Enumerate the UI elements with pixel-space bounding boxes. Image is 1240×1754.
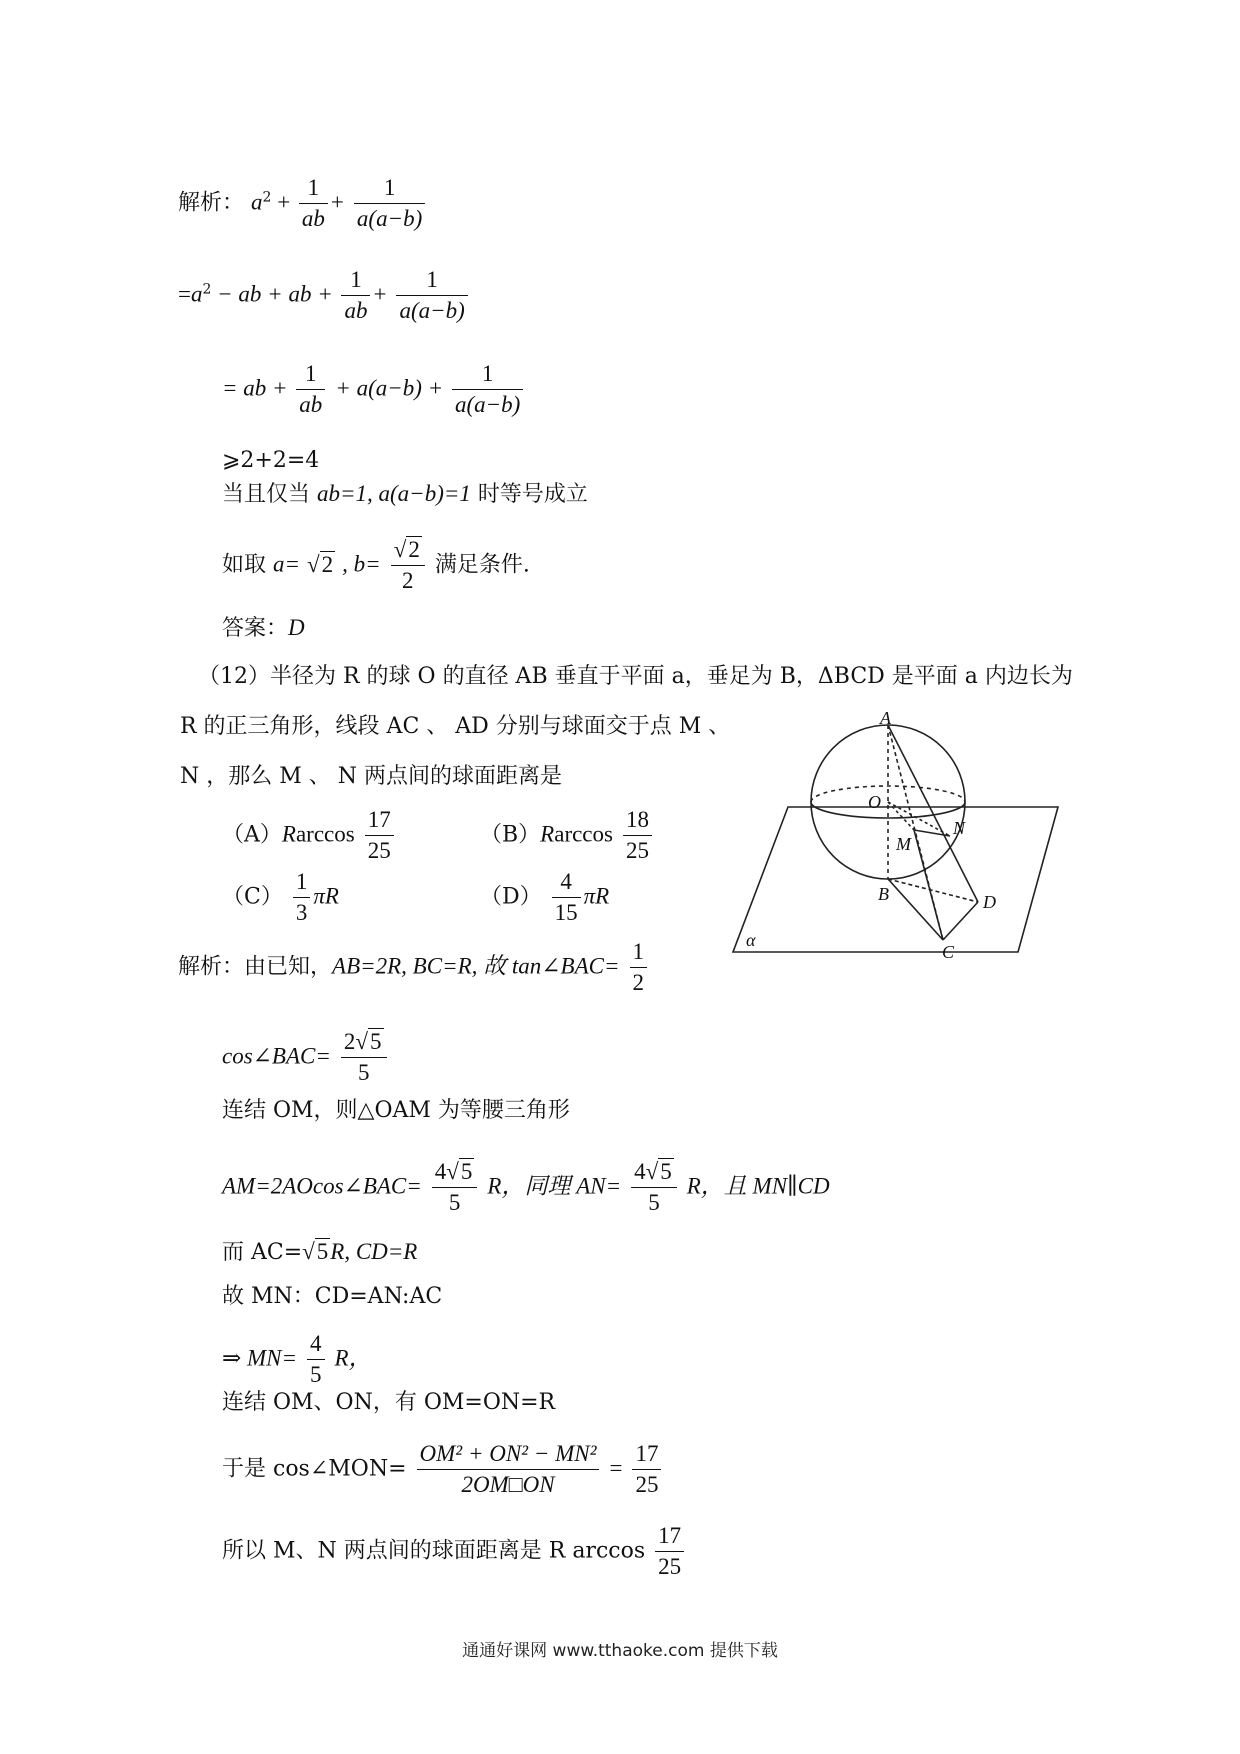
label-alpha: α xyxy=(746,930,756,950)
fraction-1-over-ab-2: $\frac{1}{ab}$ xyxy=(341,268,370,323)
label-B: B xyxy=(878,884,889,904)
fraction-1-over-a-a-minus-b: $\frac{1}{a(a-b)}$ xyxy=(354,176,425,231)
plane-alpha xyxy=(733,807,1058,952)
label-O: O xyxy=(868,792,881,812)
fraction-1-over-a-a-minus-b-3: $\frac{1}{a(a-b)}$ xyxy=(452,362,523,417)
solution-12-line-2: cos∠BAC= $\frac{2√5}{5}$ xyxy=(222,1030,390,1085)
solution-12-line-6: 故 MN：CD=AN:AC xyxy=(222,1284,443,1309)
solution-11-line-3: = ab + $\frac{1}{ab}$ + a(a−b) + $\frac{1}{a(a-b)}$ xyxy=(222,362,526,417)
fraction-1-over-ab: $\frac{1}{ab}$ xyxy=(299,176,328,231)
solution-12-line-3: 连结 OM，则△OAM 为等腰三角形 xyxy=(222,1098,570,1123)
fraction-root2-over-2: $\frac{√2}{2}$ xyxy=(391,538,425,593)
label-D: D xyxy=(983,892,996,912)
solution-12-line-4: AM=2AOcos∠BAC= $\frac{4√5}{5}$ R，同理 AN= $\frac{4√5}{5}$ R，且 MN∥CD xyxy=(222,1159,830,1216)
sphere-plane-figure xyxy=(728,712,1068,966)
example-line: 如取 a= √2 , b= $\frac{√2}{2}$ 满足条件. xyxy=(222,537,530,594)
option-d: （D） $\frac{4}{15}$ πR xyxy=(480,869,610,926)
solution-12-line-1: 解析：由已知，AB=2R, BC=R, 故 tan∠BAC= $\frac{1}{2}$ xyxy=(178,940,650,995)
option-b: （B）Rarccos $\frac{18}{25}$ xyxy=(480,808,655,863)
solution-12-line-9: 于是 cos∠MON= $\frac{\text{OM² + ON² − MN²}}{2OM□ON}$ = $\frac{17}{25}$ xyxy=(222,1442,664,1497)
geometry-diagram xyxy=(728,712,1068,962)
solution-12-line-5: 而 AC=√5R, CD=R xyxy=(222,1239,418,1265)
jiexi-label: 解析： xyxy=(178,190,245,216)
problem-12-line-1: （12）半径为 R 的球 O 的直径 AB 垂直于平面 a，垂足为 B，ΔBCD 是平面 a 内边长为 xyxy=(198,664,1073,689)
solution-12-line-8: 连结 OM、ON，有 OM=ON=R xyxy=(222,1390,556,1415)
answer-line: 答案：D xyxy=(222,615,305,641)
solution-12-line-7: ⇒ MN= $\frac{4}{5}$ R， xyxy=(222,1331,372,1388)
solution-11-line-2: $=a^2$ − ab + ab + $\frac{1}{ab}$ + $\frac{1}{a(a-b)}$ xyxy=(178,268,471,323)
solution-11-line-1: 解析： $a^2$ + $\frac{1}{ab}$ + $\frac{1}{a(a-b)}$ xyxy=(178,176,428,231)
solution-12-line-10: 所以 M、N 两点间的球面距离是 R arccos $\frac{17}{25}$ xyxy=(222,1524,687,1579)
problem-12-line-3: N ，那么 M 、 N 两点间的球面距离是 xyxy=(180,764,562,789)
option-c: （C） $\frac{1}{3}$ πR xyxy=(222,869,339,926)
problem-12-line-2: R 的正三角形，线段 AC 、 AD 分别与球面交于点 M 、 xyxy=(180,714,731,739)
fraction-1-over-a-a-minus-b-2: $\frac{1}{a(a-b)}$ xyxy=(396,268,467,323)
option-a: （A）Rarccos $\frac{17}{25}$ xyxy=(222,808,397,863)
label-N: N xyxy=(953,818,966,838)
inequality-line: ⩾2+2=4 xyxy=(222,448,320,473)
fraction-1-over-ab-3: $\frac{1}{ab}$ xyxy=(296,362,325,417)
equality-condition-line: 当且仅当 ab=1, a(a−b)=1 时等号成立 xyxy=(222,481,588,507)
label-M: M xyxy=(896,834,911,854)
page-footer: 通通好课网 www.tthaoke.com 提供下载 xyxy=(462,1641,778,1661)
label-C: C xyxy=(942,942,955,962)
label-A: A xyxy=(880,712,891,728)
